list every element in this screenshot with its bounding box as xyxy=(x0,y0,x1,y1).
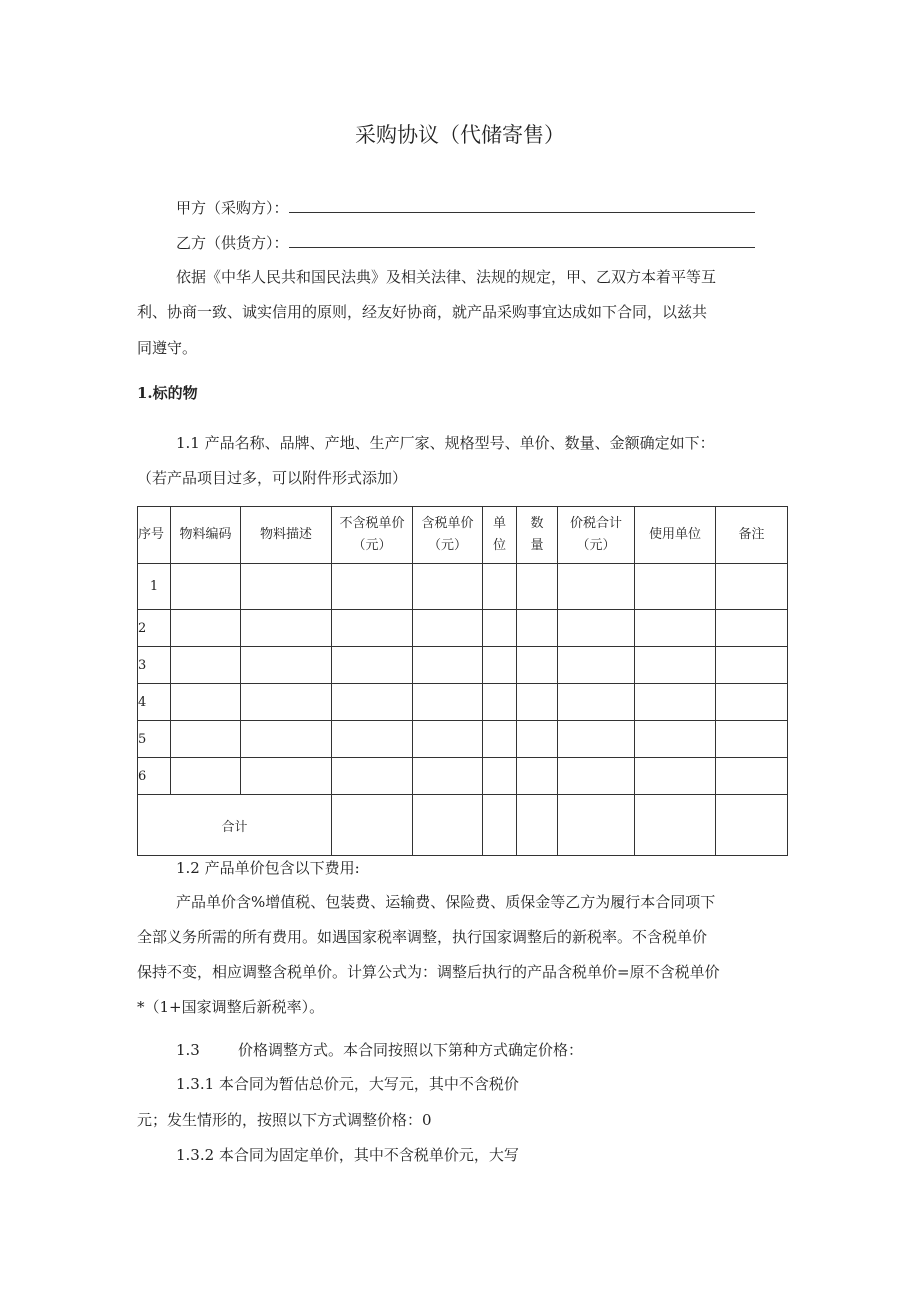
table-row xyxy=(138,684,788,721)
table-cell[interactable] xyxy=(716,647,788,684)
table-cell[interactable] xyxy=(483,564,517,610)
product-table xyxy=(137,506,788,856)
table-cell[interactable] xyxy=(483,795,517,856)
table-cell[interactable] xyxy=(558,758,635,795)
column-header xyxy=(558,507,635,564)
table-cell[interactable] xyxy=(635,647,716,684)
row-number: 1 xyxy=(138,564,171,610)
column-header-text: 物料描述 xyxy=(259,527,312,542)
column-header-text: 备注 xyxy=(738,527,765,542)
clause-1-2-body: *（1+国家调整后新税率）。 xyxy=(137,998,325,1016)
table-cell[interactable] xyxy=(517,647,558,684)
clause-1-2-body: 保持不变，相应调整含税单价。计算公式为：调整后执行的产品含税单价=原不含税单价 xyxy=(137,963,720,981)
column-header xyxy=(517,507,558,564)
table-cell[interactable] xyxy=(635,684,716,721)
column-header xyxy=(635,507,716,564)
clause-1-3-2: 1.3.2 本合同为固定单价，其中不含税单价元，大写 xyxy=(176,1146,519,1164)
table-cell[interactable] xyxy=(716,564,788,610)
table-cell[interactable] xyxy=(171,647,241,684)
table-cell[interactable] xyxy=(517,721,558,758)
table-cell[interactable] xyxy=(716,795,788,856)
column-header xyxy=(241,507,332,564)
table-cell[interactable] xyxy=(558,647,635,684)
table-row xyxy=(138,564,788,610)
table-cell[interactable] xyxy=(558,721,635,758)
clause-1-2-body: 全部义务所需的所有费用。如遇国家税率调整，执行国家调整后的新税率。不含税单价 xyxy=(137,928,708,946)
table-cell[interactable] xyxy=(558,610,635,647)
party-a-line xyxy=(176,198,755,218)
row-number: 6 xyxy=(138,758,171,795)
column-header xyxy=(332,507,413,564)
table-cell[interactable] xyxy=(716,684,788,721)
column-header-text: 使用单位 xyxy=(648,527,701,542)
table-cell[interactable] xyxy=(332,795,413,856)
party-a-label: 甲方（采购方）： xyxy=(176,199,289,217)
table-cell[interactable] xyxy=(517,758,558,795)
table-cell[interactable] xyxy=(635,795,716,856)
table-cell[interactable] xyxy=(171,758,241,795)
table-cell[interactable] xyxy=(558,795,635,856)
column-header-text: （元） xyxy=(352,538,392,553)
table-cell[interactable] xyxy=(635,758,716,795)
table-cell[interactable] xyxy=(332,684,413,721)
table-cell[interactable] xyxy=(483,721,517,758)
intro-line: 利、协商一致、诚实信用的原则，经友好协商，就产品采购事宜达成如下合同，以兹共 xyxy=(137,303,708,321)
table-total-row xyxy=(138,795,788,856)
party-b-blank xyxy=(289,233,755,248)
table-cell[interactable] xyxy=(413,684,483,721)
column-header-text: 不含税单价 xyxy=(339,516,405,531)
table-cell[interactable] xyxy=(635,564,716,610)
table-row xyxy=(138,610,788,647)
table-header-row xyxy=(138,507,788,564)
column-header-text: 价税合计 xyxy=(569,516,622,531)
table-cell[interactable] xyxy=(241,721,332,758)
column-header xyxy=(716,507,788,564)
table-cell[interactable] xyxy=(483,647,517,684)
table-cell[interactable] xyxy=(517,610,558,647)
intro-line: 依据《中华人民共和国民法典》及相关法律、法规的规定，甲、乙双方本着平等互 xyxy=(176,268,717,286)
row-number: 5 xyxy=(138,721,171,758)
column-header-text: （元） xyxy=(576,538,616,553)
clause-1-1-note: （若产品项目过多，可以附件形式添加） xyxy=(137,469,408,487)
table-cell[interactable] xyxy=(413,721,483,758)
table-cell[interactable] xyxy=(517,684,558,721)
table-cell[interactable] xyxy=(171,610,241,647)
column-header-text: （元） xyxy=(427,538,467,553)
table-cell[interactable] xyxy=(517,795,558,856)
clause-1-3-1: 1.3.1 本合同为暂估总价元，大写元，其中不含税价 xyxy=(176,1075,519,1093)
table-cell[interactable] xyxy=(483,684,517,721)
table-cell[interactable] xyxy=(171,721,241,758)
table-cell[interactable] xyxy=(413,758,483,795)
table-cell[interactable] xyxy=(517,564,558,610)
clause-1-3-1: 元；发生情形的，按照以下方式调整价格：0 xyxy=(137,1111,432,1129)
table-cell[interactable] xyxy=(635,610,716,647)
table-cell[interactable] xyxy=(241,684,332,721)
table-cell[interactable] xyxy=(332,610,413,647)
table-cell[interactable] xyxy=(332,758,413,795)
party-a-blank xyxy=(289,198,755,213)
table-row xyxy=(138,758,788,795)
table-cell[interactable] xyxy=(241,647,332,684)
total-label: 合计 xyxy=(138,795,332,856)
table-cell[interactable] xyxy=(413,795,483,856)
row-number: 3 xyxy=(138,647,171,684)
column-header xyxy=(138,507,171,564)
table-row xyxy=(138,721,788,758)
clause-1-2: 1.2 产品单价包含以下费用: xyxy=(176,859,360,877)
table-cell[interactable] xyxy=(558,564,635,610)
table-cell[interactable] xyxy=(716,610,788,647)
row-number: 2 xyxy=(138,610,171,647)
table-cell[interactable] xyxy=(413,564,483,610)
table-cell[interactable] xyxy=(413,610,483,647)
table-row xyxy=(138,647,788,684)
column-header-text: 单 xyxy=(492,516,506,531)
table-cell[interactable] xyxy=(241,564,332,610)
table-cell[interactable] xyxy=(171,564,241,610)
party-b-line xyxy=(176,233,755,253)
table-cell[interactable] xyxy=(171,684,241,721)
column-header-text: 含税单价 xyxy=(421,516,474,531)
column-header-text: 量 xyxy=(530,538,544,553)
column-header xyxy=(171,507,241,564)
column-header-text: 数 xyxy=(530,516,544,531)
table-cell[interactable] xyxy=(332,721,413,758)
document-title: 采购协议（代储寄售） xyxy=(355,123,565,147)
table-cell[interactable] xyxy=(413,647,483,684)
column-header xyxy=(483,507,517,564)
table-cell[interactable] xyxy=(332,564,413,610)
column-header-text: 物料编码 xyxy=(179,527,232,542)
section-heading: 1.标的物 xyxy=(137,384,198,402)
table-cell[interactable] xyxy=(483,610,517,647)
row-number: 4 xyxy=(138,684,171,721)
column-header xyxy=(413,507,483,564)
party-b-label: 乙方（供货方）： xyxy=(176,234,289,252)
intro-line: 同遵守。 xyxy=(137,339,198,357)
table-cell[interactable] xyxy=(483,758,517,795)
table-cell[interactable] xyxy=(635,721,716,758)
table-cell[interactable] xyxy=(716,721,788,758)
table-cell[interactable] xyxy=(716,758,788,795)
clause-1-2-body: 产品单价含%增值税、包装费、运输费、保险费、质保金等乙方为履行本合同项下 xyxy=(176,893,716,911)
table-cell[interactable] xyxy=(241,758,332,795)
table-cell[interactable] xyxy=(332,647,413,684)
table-cell[interactable] xyxy=(241,610,332,647)
clause-1-3: 1.3 价格调整方式。本合同按照以下第种方式确定价格： xyxy=(176,1041,584,1059)
column-header-text: 序号 xyxy=(138,527,165,542)
column-header-text: 位 xyxy=(492,538,506,553)
clause-1-1: 1.1 产品名称、品牌、产地、生产厂家、规格型号、单价、数量、金额确定如下： xyxy=(176,434,715,452)
table-cell[interactable] xyxy=(558,684,635,721)
